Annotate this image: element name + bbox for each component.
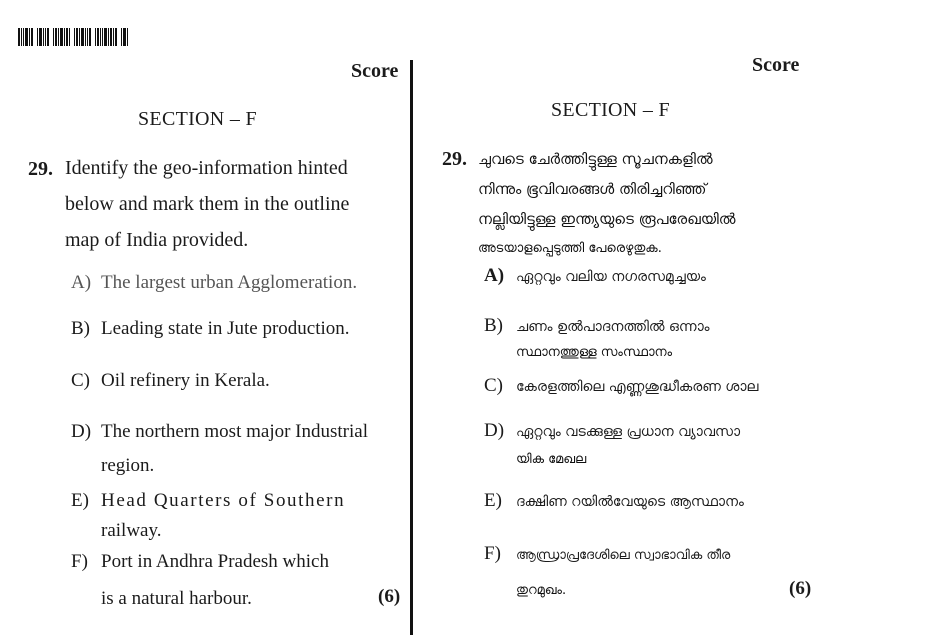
right-question-text	[478, 144, 736, 264]
left-question-number: 29.	[28, 158, 53, 180]
left-marks: (6)	[378, 586, 401, 607]
left-option-f	[71, 551, 329, 573]
option-text: ദക്ഷിണ റയിൽവേയുടെ ആസ്ഥാനം	[516, 494, 744, 510]
right-option-f	[484, 543, 730, 565]
right-marks: (6)	[789, 578, 812, 599]
option-text: ഏറ്റവും വടക്കുള്ള പ്രധാന വ്യാവസാ	[516, 424, 741, 440]
option-label: E)	[71, 490, 89, 511]
left-option-d	[71, 421, 368, 443]
right-option-a	[484, 265, 706, 287]
option-text: ഏറ്റവും വലിയ നഗരസമുച്ചയം	[516, 269, 706, 285]
right-question-line: നല്ലിയിട്ടുള്ള ഇന്ത്യയുടെ രൂപരേഖയിൽ	[478, 210, 736, 228]
option-label: B)	[484, 315, 503, 336]
option-label: D)	[484, 420, 505, 441]
right-question-number: 29.	[442, 148, 467, 170]
left-option-b	[71, 318, 350, 340]
left-option-f-line2: is a natural harbour.	[101, 588, 252, 609]
option-text: ചണം ഉൽപാദനത്തിൽ ഒന്നാം	[516, 319, 710, 335]
left-option-d-line2: region.	[101, 455, 155, 476]
left-question-text	[65, 150, 349, 258]
left-section-title: SECTION – F	[138, 108, 257, 130]
option-label: A)	[71, 272, 92, 293]
option-label: A)	[484, 265, 505, 286]
option-label: F)	[71, 551, 88, 572]
left-option-e-line2: railway.	[101, 520, 162, 541]
left-option-a	[71, 272, 357, 294]
right-score-heading: Score	[752, 54, 800, 76]
right-option-b	[484, 315, 710, 337]
right-question-line: അടയാളപ്പെടുത്തി പേരെഴുതുക.	[478, 241, 662, 256]
left-question-line: Identify the geo-information hinted	[65, 157, 348, 179]
left-question-line: below and mark them in the outline	[65, 193, 350, 215]
option-label: E)	[484, 490, 502, 511]
option-text: The northern most major Industrial	[101, 421, 368, 442]
left-score-heading: Score	[351, 60, 399, 82]
option-label: C)	[71, 370, 90, 391]
right-option-f-line2: തുറമുഖം.	[516, 583, 567, 598]
barcode	[18, 28, 136, 46]
left-question-line: map of India provided.	[65, 229, 249, 251]
right-option-c	[484, 375, 758, 397]
left-option-e	[71, 490, 345, 512]
option-text: കേരളത്തിലെ എണ്ണശുദ്ധീകരണ ശാല	[516, 379, 759, 395]
option-label: C)	[484, 375, 503, 396]
right-question-line: നിന്നും ഭൂവിവരങ്ങൾ തിരിച്ചറിഞ്ഞ്	[478, 180, 707, 198]
option-label: D)	[71, 421, 92, 442]
left-option-c	[71, 370, 270, 392]
option-text: ആന്ധ്രാപ്രദേശിലെ സ്വാഭാവിക തീര	[516, 548, 731, 563]
right-option-d-line2: യിക മേഖല	[516, 452, 587, 467]
column-divider	[410, 60, 413, 635]
option-text: Leading state in Jute production.	[101, 318, 350, 339]
option-text: Port in Andhra Pradesh which	[101, 551, 329, 572]
option-text: Oil refinery in Kerala.	[101, 370, 270, 391]
option-text: Head Quarters of Southern	[101, 490, 346, 511]
right-option-d	[484, 420, 740, 442]
right-section-title: SECTION – F	[551, 99, 670, 121]
option-label: B)	[71, 318, 90, 339]
right-option-e	[484, 490, 744, 512]
right-question-line: ചുവടെ ചേർത്തിട്ടുള്ള സൂചനകളിൽ	[478, 150, 713, 168]
right-option-b-line2: സ്ഥാനത്തുള്ള സംസ്ഥാനം	[516, 345, 673, 360]
option-text: The largest urban Agglomeration.	[101, 272, 358, 293]
option-label: F)	[484, 543, 501, 564]
